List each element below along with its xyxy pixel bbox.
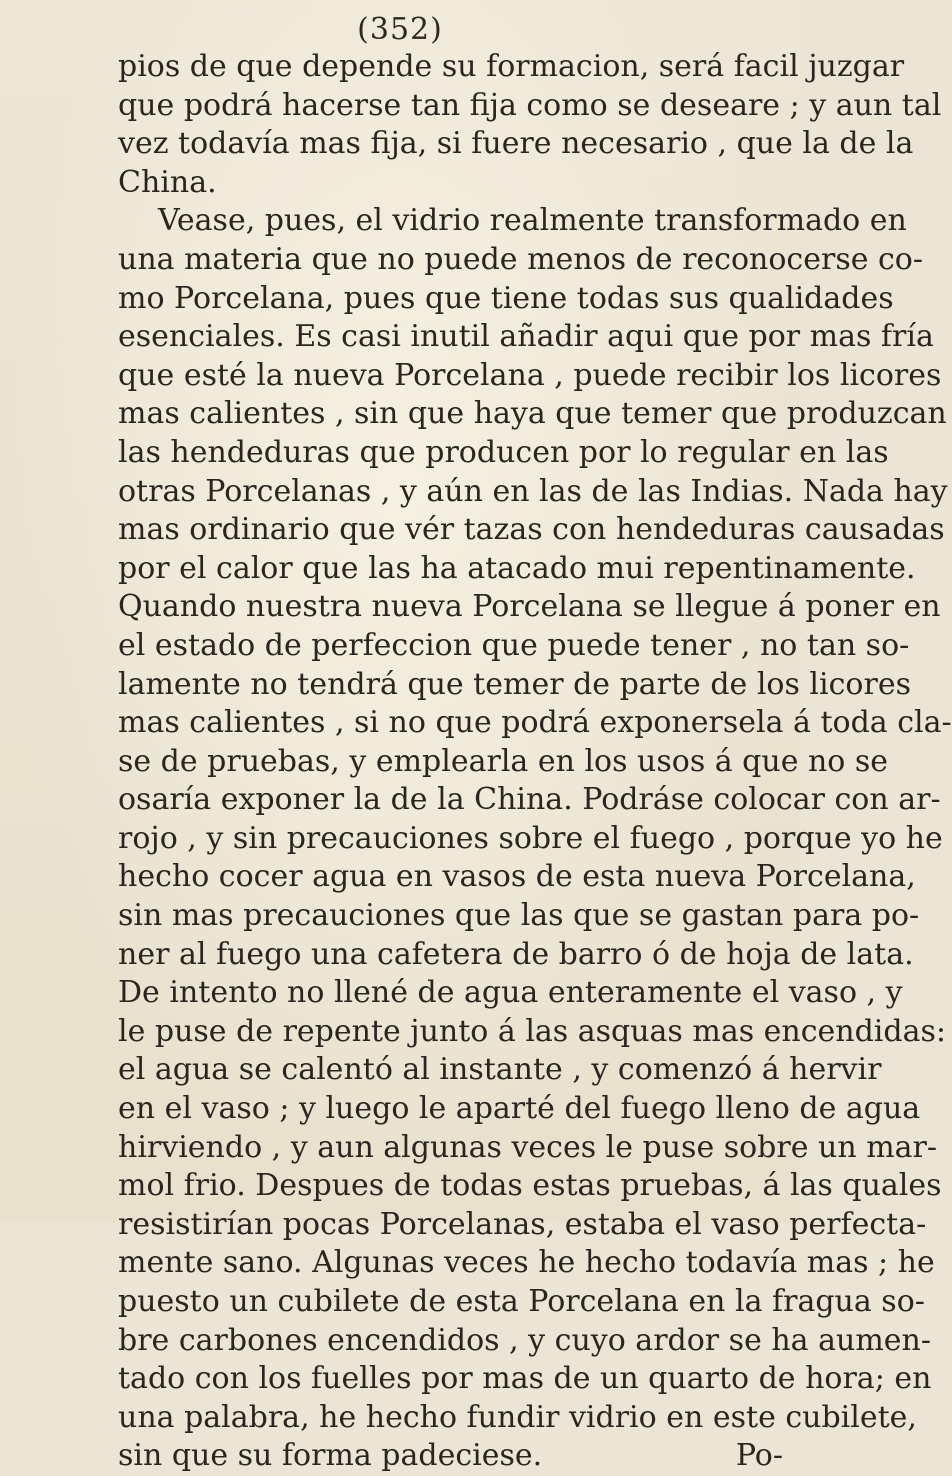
text-line: que podrá hacerse tan fija como se deseare ; y aun tal xyxy=(118,87,942,123)
text-line: mas calientes , sin que haya que temer que produzcan xyxy=(118,396,947,432)
text-line: Vease, pues, el vidrio realmente transformado en xyxy=(158,203,907,239)
text-line: Quando nuestra nueva Porcelana se llegue á poner en xyxy=(118,589,941,625)
text-line: el estado de perfeccion que puede tener , no tan so- xyxy=(118,627,910,663)
text-line: bre carbones encendidos , y cuyo ardor se ha aumen- xyxy=(118,1322,931,1358)
text-line: resistirían pocas Porcelanas, estaba el vaso perfecta- xyxy=(118,1206,927,1242)
text-line: sin que su forma padeciese. xyxy=(118,1438,543,1474)
text-line: esenciales. Es casi inutil añadir aqui que por mas fría xyxy=(118,319,934,355)
text-line: hirviendo , y aun algunas veces le puse sobre un mar- xyxy=(118,1129,938,1165)
text-line: mente sano. Algunas veces he hecho todavía mas ; he xyxy=(118,1245,935,1281)
text-line: mo Porcelana, pues que tiene todas sus qualidades xyxy=(118,280,894,316)
text-line: mol frio. Despues de todas estas pruebas, á las quales xyxy=(118,1168,942,1204)
body-text xyxy=(118,48,952,1476)
text-line: que esté la nueva Porcelana , puede recibir los licores xyxy=(118,357,942,393)
final-line xyxy=(118,1437,783,1476)
text-line: en el vaso ; y luego le aparté del fuego lleno de agua xyxy=(118,1091,921,1127)
text-line: se de pruebas, y emplearla en los usos á que no se xyxy=(118,743,889,779)
text-line: mas ordinario que vér tazas con hendeduras causadas xyxy=(118,512,945,548)
text-line: sin mas precauciones que las que se gastan para po- xyxy=(118,898,920,934)
text-line: las hendeduras que producen por lo regular en las xyxy=(118,434,889,470)
text-line: mas calientes , si no que podrá exponersela á toda cla- xyxy=(118,705,952,741)
text-line: el agua se calentó al instante , y comenzó á hervir xyxy=(118,1052,882,1088)
text-line: pios de que depende su formacion, será facil juzgar xyxy=(118,49,905,84)
text-line: rojo , y sin precauciones sobre el fuego , porque yo he xyxy=(118,820,943,856)
text-line: De intento no llené de agua enteramente el vaso , y xyxy=(118,975,903,1011)
text-line: una palabra, he hecho fundir vidrio en este cubilete, xyxy=(118,1399,917,1435)
text-line: tado con los fuelles por mas de un quarto de hora; en xyxy=(118,1361,932,1397)
text-line: lamente no tendrá que temer de parte de los licores xyxy=(118,666,911,702)
text-line: vez todavía mas fija, si fuere necesario , que la de la xyxy=(118,126,914,162)
text-line: ner al fuego una cafetera de barro ó de hoja de lata. xyxy=(118,936,914,972)
catchword: Po- xyxy=(735,1438,783,1474)
text-line: le puse de repente junto á las asquas mas encendidas: xyxy=(118,1013,946,1049)
text-line: otras Porcelanas , y aún en las de las Indias. Nada hay xyxy=(118,473,948,509)
text-line: China. xyxy=(118,164,217,200)
text-line: osaría exponer la de la China. Podráse colocar con ar- xyxy=(118,782,941,818)
text-line: puesto un cubilete de esta Porcelana en la fragua so- xyxy=(118,1284,925,1319)
text-line: por el calor que las ha atacado mui repentinamente. xyxy=(118,550,916,586)
page-number: (352) xyxy=(357,12,443,47)
text-line: hecho cocer agua en vasos de esta nueva Porcelana, xyxy=(118,859,916,895)
text-line: una materia que no puede menos de reconocerse co- xyxy=(118,241,924,277)
